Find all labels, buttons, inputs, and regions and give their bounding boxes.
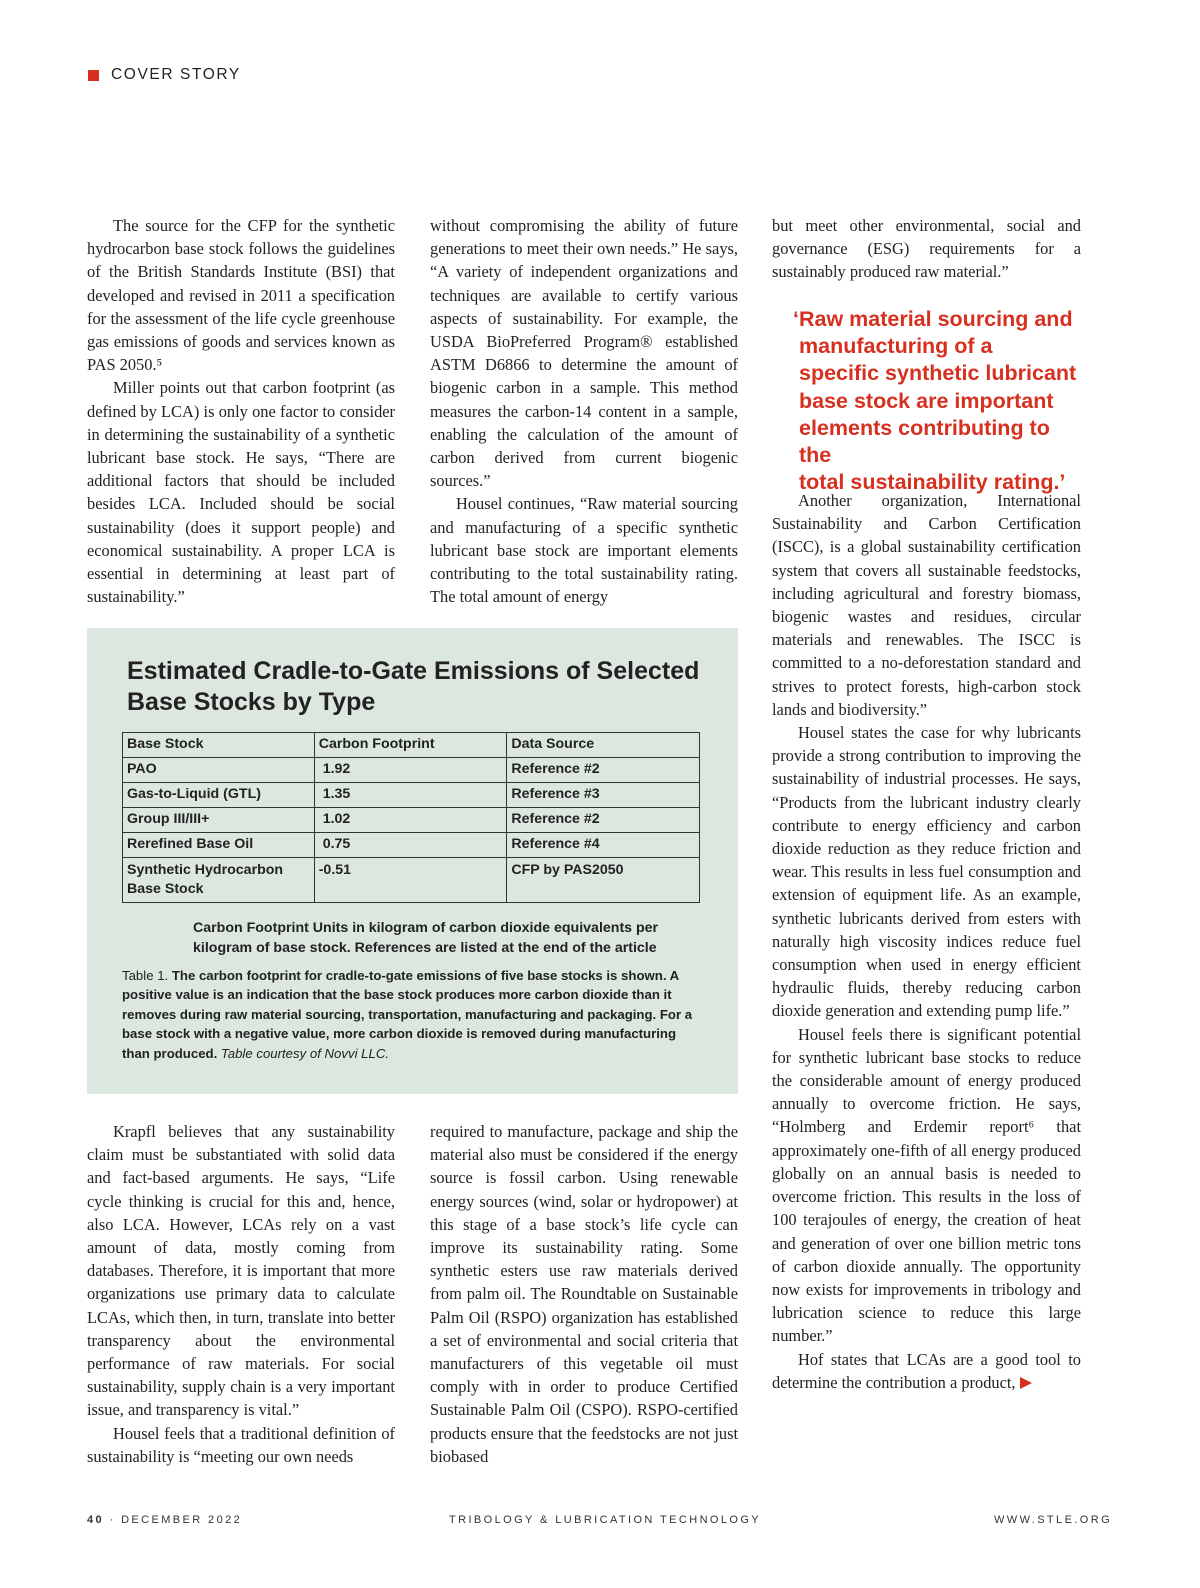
table-cell: Reference #3 [507,783,700,808]
paragraph: Housel continues, “Raw material sourcing and manufacturing of a specific synthetic lubricant base stock are important elements contributing to the total sustainability rating. The total amount of energy [430,494,738,607]
table-row [123,783,700,808]
column-3-bottom [772,489,1081,1394]
pull-quote [790,306,1085,496]
units-line: Carbon Footprint Units in kilogram of carbon dioxide equivalents per [193,920,659,936]
table-cell: CFP by PAS2050 [507,858,700,903]
footer-left [87,1514,242,1526]
emissions-table [122,732,700,903]
table-title [127,656,699,718]
table-cell-line: Synthetic Hydrocarbon [127,862,284,878]
pull-quote-line: base stock are important [799,388,1054,413]
pull-quote-line: total sustainability rating.’ [799,470,1066,495]
pull-quote-line: elements contributing to the [799,415,1050,468]
table-cell [123,858,315,903]
table-caption [122,966,707,1063]
table-cell: Reference #2 [507,808,700,833]
pull-quote-line: manufacturing of a [799,334,993,359]
table-header: Base Stock [123,733,315,758]
table-row [123,858,700,903]
column-2-bottom [430,1120,738,1468]
units-line: kilogram of base stock. References are listed at the end of the article [193,940,657,956]
paragraph: Another organization, International Sustainability and Carbon Certification (ISCC), is a global sustainability certification system that covers all sustainable feedstocks, including agricultural and forestry biomass, biogenic wastes and residues, circular materials and renewables. The ISCC is committed to a no-deforestation standard and strives to protect forests, high-carbon stock lands and biodiversity.” [772,491,1081,719]
pull-quote-line: specific synthetic lubricant [799,361,1077,386]
table-cell: 1.92 [314,758,507,783]
table-cell: 1.35 [314,783,507,808]
paragraph: The source for the CFP for the synthetic hydrocarbon base stock follows the guidelines of the British Standards Institute (BSI) that developed and revised in 2011 a specification for the assessment of the life cycle greenhouse gas emissions of goods and services known as PAS 2050.⁵ [87,216,395,375]
footer-separator: · [109,1514,116,1526]
table-title-line: Estimated Cradle-to-Gate Emissions of Selected [127,657,700,685]
table-units-note [193,918,693,958]
paragraph: but meet other environmental, social and governance (ESG) requirements for a sustainably produced raw material.” [772,216,1081,282]
caption-label: Table 1. [122,968,169,983]
paragraph: Housel states the case for why lubricants provide a strong contribution to improving the sustainability of industrial processes. He says, “Products from the lubricant industry clearly contribute to energy efficiency and carbon dioxide reduction as they reduce friction and wear. This results in less fuel consumption and extension of equipment life. As an example, synthetic lubricants derived from esters with naturally high viscosity indices reduce fuel consumption when used in energy efficient hydraulic fluids, thereby reducing carbon dioxide generation and extending pump life.” [772,723,1081,1021]
table-cell: -0.51 [314,858,507,903]
caption-text: The carbon footprint for cradle-to-gate emissions of five base stocks is shown. A positive value is an indication that the base stock produces more carbon dioxide than it removes during raw material sourcing, transportation, manufacturing and packaging. For a base stock with a negative value, more carbon dioxide is removed during manufacturing than produced. [122,968,693,1061]
table-row [123,758,700,783]
paragraph-text: Hof states that LCAs are a good tool to determine the contribution a product, [772,1349,1081,1392]
section-header [88,66,241,84]
table-cell: 0.75 [314,833,507,858]
table-title-line: Base Stocks by Type [127,688,376,716]
column-1-bottom [87,1120,395,1468]
table-header: Data Source [507,733,700,758]
paragraph: Housel feels there is significant potential for synthetic lubricant base stocks to reduce the considerable amount of energy produced annually to overcome friction. He says, “Holmberg and Erdemir report⁶ that approximately one-fifth of all energy produced globally on an annual basis is needed to overcome friction. This results in the loss of 100 terajoules of energy, the creation of heat and generation of over one billion metric tons of carbon dioxide annually. The opportunity now exists for improvements in tribology and lubrication science to reduce this large number.” [772,1024,1081,1346]
pull-quote-line: ‘Raw material sourcing and [793,307,1073,331]
magazine-name: TRIBOLOGY & LUBRICATION TECHNOLOGY [449,1514,762,1526]
table-cell: Group III/III+ [123,808,315,833]
table-cell-line: Base Stock [127,881,204,897]
column-3-top [772,214,1081,284]
table-row [123,833,700,858]
table-row [123,808,700,833]
paragraph: Housel feels that a traditional definition of sustainability is “meeting our own needs [87,1423,395,1466]
table-cell: Rerefined Base Oil [123,833,315,858]
paragraph: without compromising the ability of future generations to meet their own needs.” He says, “A variety of independent organizations and techniques are available to certify various aspects of sustainability. For example, the USDA BioPreferred Program® established ASTM D6866 to determine the amount of biogenic carbon in a sample. This method measures the carbon-14 content in a sample, enabling the calculation of the amount of carbon derived from current biogenic sources.” [430,216,738,491]
paragraph: Miller points out that carbon footprint (as defined by LCA) is only one factor to consider in determining the sustainability of a synthetic lubricant base stock. He says, “There are additional factors that should be included besides LCA. Included should be social sustainability (does it support people) and economical sustainability. A proper LCA is essential in determining at least part of sustainability.” [87,378,395,607]
section-label: COVER STORY [111,66,241,83]
table-header: Carbon Footprint [314,733,507,758]
table-cell: Reference #2 [507,758,700,783]
paragraph [772,1348,1081,1394]
table-cell: PAO [123,758,315,783]
column-2-top [430,214,738,608]
page-number: 40 [87,1514,105,1526]
table-cell: 1.02 [314,808,507,833]
caption-credit: Table courtesy of Novvi LLC. [220,1045,390,1061]
table-cell: Reference #4 [507,833,700,858]
issue-date: DECEMBER 2022 [121,1514,243,1526]
paragraph: Krapfl believes that any sustainability claim must be substantiated with solid data and fact-based arguments. He says, “Life cycle thinking is crucial for this and, hence, also LCA. However, LCAs rely on a vast amount of data, mostly coming from databases. Therefore, it is important that more organizations use primary data to calculate LCAs, which then, in turn, translate into better transparency about the environmental performance of raw materials. For social sustainability, supply chain is a very important issue, and transparency is vital.” [87,1122,395,1420]
paragraph: required to manufacture, package and ship the material also must be considered if the energy source is fossil carbon. Using renewable energy sources (wind, solar or hydropower) at this stage of a base stock’s life cycle can improve its sustainability rating. Some synthetic esters use raw materials derived from palm oil. The Roundtable on Sustainable Palm Oil (RSPO) organization has established a set of environmental and social criteria that manufacturers of this vegetable oil must comply with in order to produce Certified Sustainable Palm Oil (CSPO). RSPO-certified products ensure that the feedstocks are not just biobased [430,1122,738,1466]
column-1-top [87,214,395,608]
table-cell: Gas-to-Liquid (GTL) [123,783,315,808]
website-link[interactable]: WWW.STLE.ORG [994,1514,1113,1526]
red-square-icon [88,70,99,81]
table-header-row [123,733,700,758]
continue-arrow-icon [1020,1377,1032,1389]
table-panel [87,628,738,1094]
